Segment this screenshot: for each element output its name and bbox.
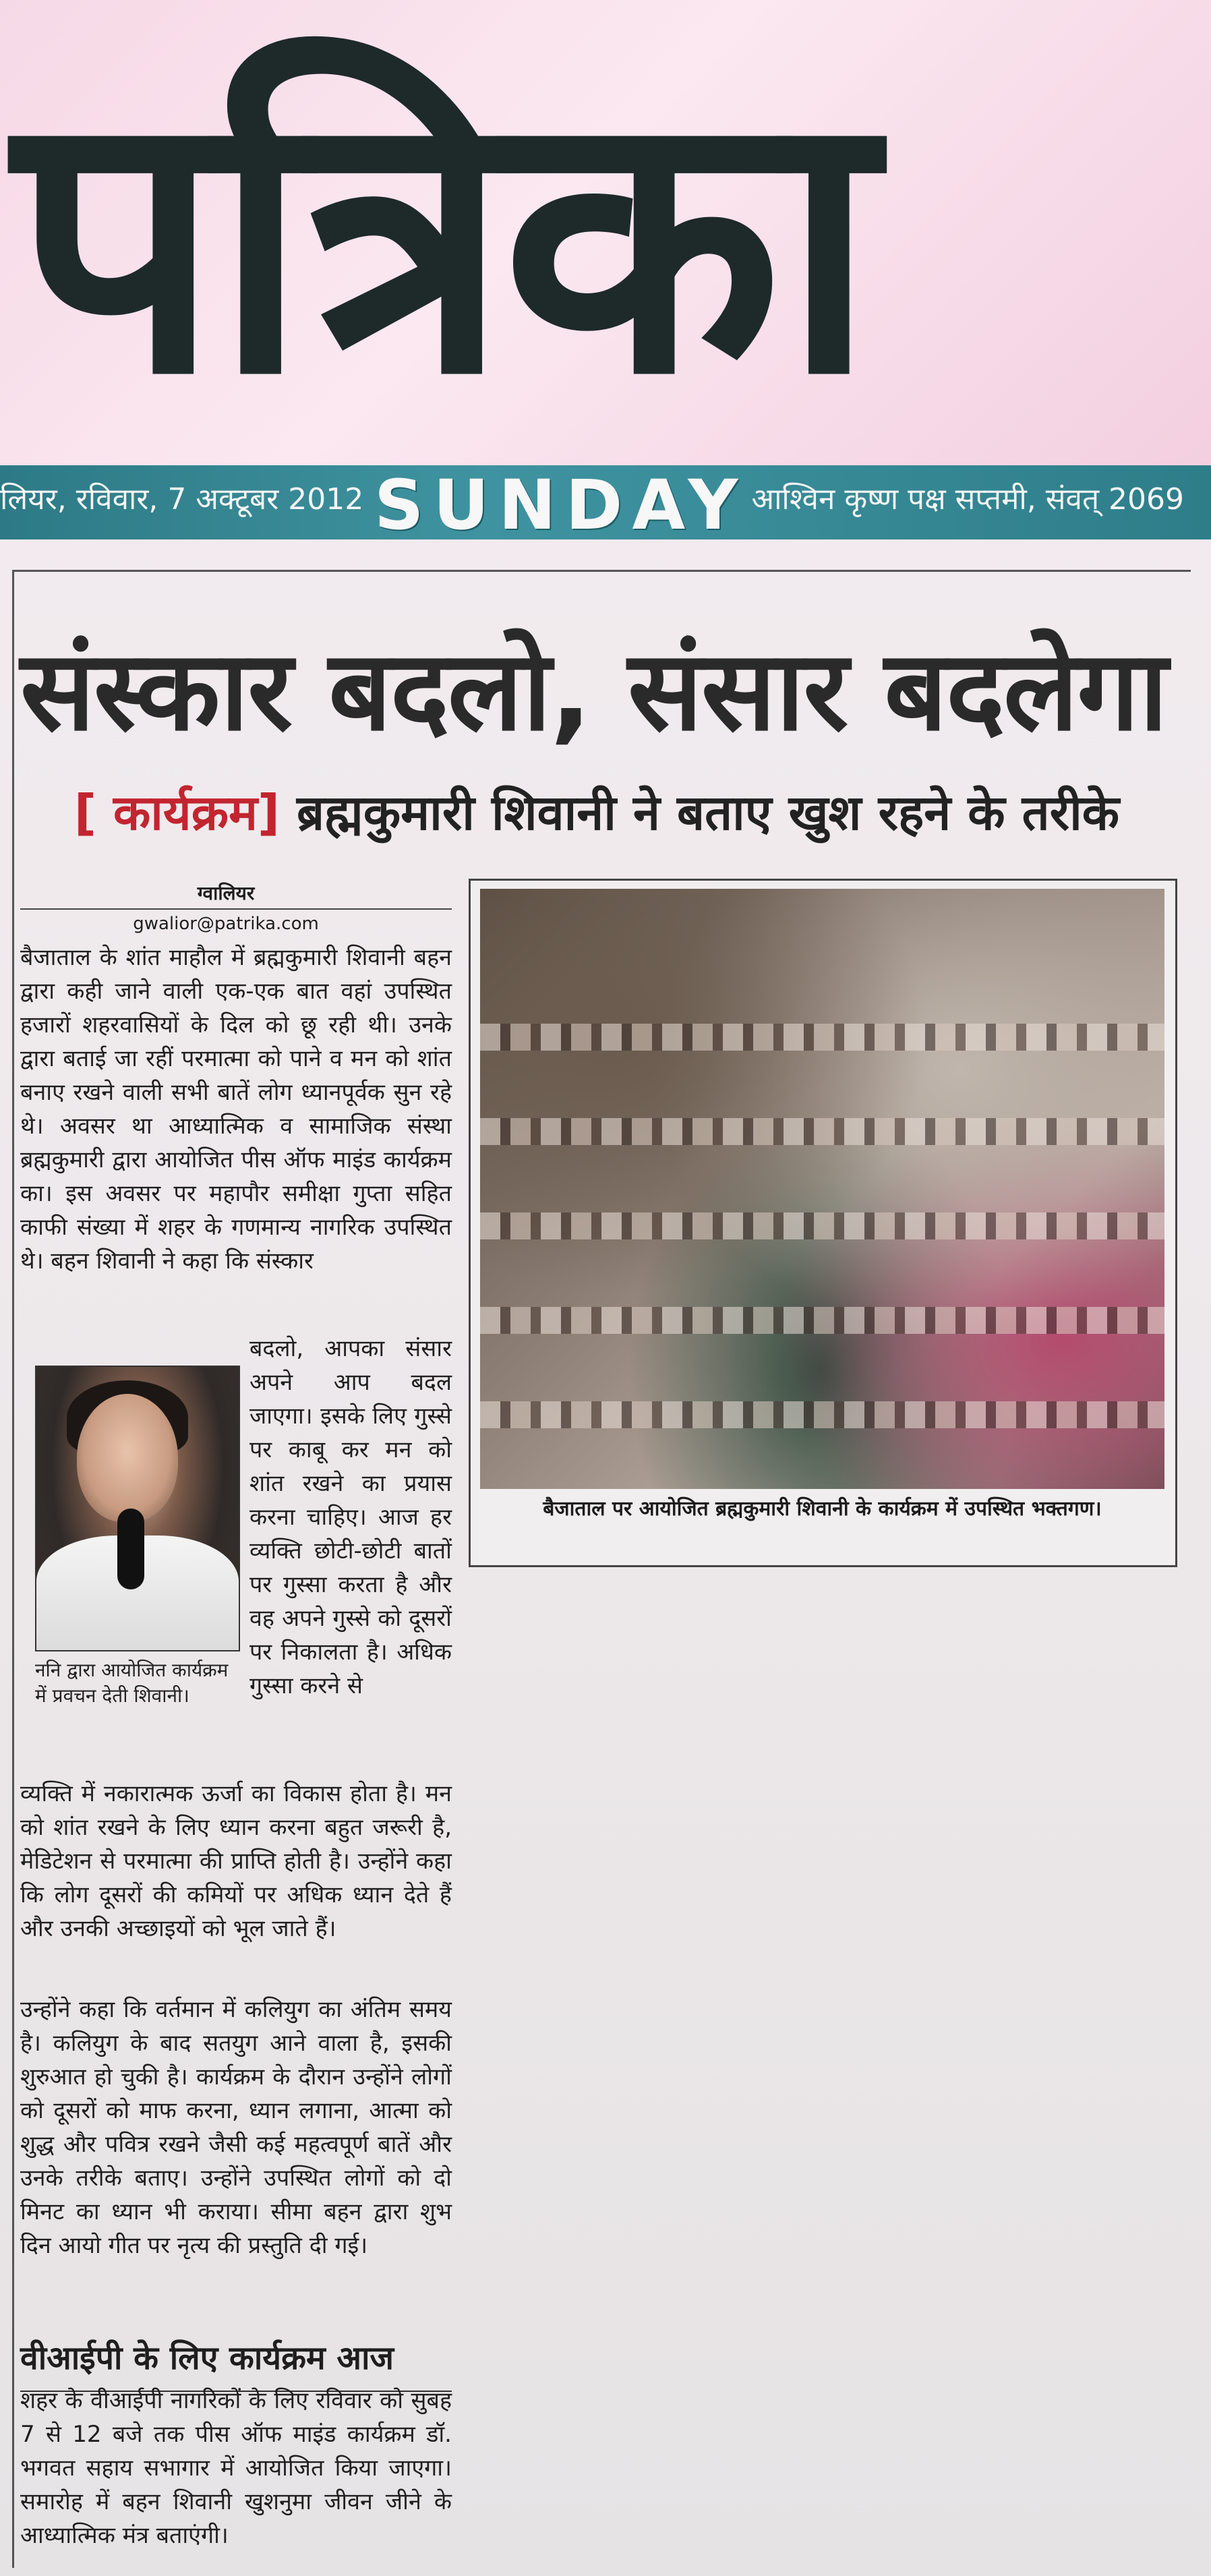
subheadline: [ कार्यक्रम] ब्रह्मकुमारी शिवानी ने बताए खुश रहने के तरीके [74,784,1120,841]
masthead [0,0,1211,465]
microphone-icon [117,1509,144,1589]
date-right: आश्विन कृष्ण पक्ष सप्तमी, संवत् 2069 [751,482,1184,517]
main-photo-caption: बैजाताल पर आयोजित ब्रह्मकुमारी शिवानी के कार्यक्रम में उपस्थित भक्तगण। [543,1497,1102,1521]
subsection-title: वीआईपी के लिए कार्यक्रम आज [20,2339,394,2377]
edition-label: SUNDAY [374,465,748,546]
subhead-text: ब्रह्मकुमारी शिवानी ने बताए खुश रहने के तरीके [297,784,1120,841]
speaker-photo [35,1366,240,1651]
paragraph-4: उन्होंने कहा कि वर्तमान में कलियुग का अंतिम समय है। कलियुग के बाद सतयुग आने वाला है, इसकी शुरुआत हो चुकी है। कार्यक्रम के दौरान उन्होंने लोगों को दूसरों को माफ करना, ध्यान लगाना, आत्मा को शुद्ध और पवित्र रखने जैसी कई महत्वपूर्ण बातें और उनके तरीके बताए। उन्होंने उपस्थित लोगों को दो मिनट का ध्यान भी कराया। सीमा बहन द्वारा शुभ दिन आयो गीत पर नृत्य की प्रस्तुति दी गई। [20,1996,452,2259]
divider [20,908,452,910]
dateline: ग्वालियर [197,882,255,904]
paragraph-1: बैजाताल के शांत माहौल में ब्रह्मकुमारी शिवानी बहन द्वारा कही जाने वाली एक-एक बात वहां उपस्थित हजारों शहरवासियों के दिल को छू रही थी। उनके द्वारा बताई जा रहीं परमात्मा को पाने व मन को शांत बनाए रखने वाली सभी बातें लोग ध्यानपूर्वक सुन रहे थे। अवसर था आध्यात्मिक व सामाजिक संस्था ब्रह्मकुमारी द्वारा आयोजित पीस ऑफ माइंड कार्यक्रम का। इस अवसर पर महापौर समीक्षा गुप्ता सहित काफी संख्या में शहर के गणमान्य नागरिक उपस्थित थे। बहन शिवानी ने कहा कि संस्कार [20,944,452,1275]
newspaper-title: पत्रिका [13,31,870,455]
speaker-photo-caption: ननि द्वारा आयोजित कार्यक्रम में प्रवचन देती शिवानी। [35,1659,229,1707]
date-bar [0,465,1211,546]
audience-photo [480,889,1164,1489]
headline: संस्कार बदलो, संसार बदलेगा [20,626,1167,755]
paragraph-5: शहर के वीआईपी नागरिकों के लिए रविवार को सुबह 7 से 12 बजे तक पीस ऑफ माइंड कार्यक्रम डॉ. भगवत सहाय सभागार में आयोजित किया जाएगा। समारोह में बहन शिवानी खुशनुमा जीवन जीने के आध्यात्मिक मंत्र बताएंगी। [20,2387,452,2549]
date-left: लियर, रविवार, 7 अक्टूबर 2012 [0,482,364,517]
category-tag: कार्यक्रम [113,784,258,841]
paragraph-3: व्यक्ति में नकारात्मक ऊर्जा का विकास होता है। मन को शांत रखने के लिए ध्यान करना बहुत जरूरी है, मेडिटेशन से परमात्मा की प्राप्ति होती है। उन्होंने कहा कि लोग दूसरों की कमियों पर अधिक ध्यान देते हैं और उनकी अच्छाइयों को भूल जाते हैं। [20,1780,452,1942]
bleed-through-area [472,1632,1146,2374]
email-credit: gwalior@patrika.com [133,914,319,934]
paragraph-2: बदलो, आपका संसार अपने आप बदल जाएगा। इसके लिए गुस्से पर काबू कर मन को शांत रखने का प्रयास करना चाहिए। आज हर व्यक्ति छोटी-छोटी बातों पर गुस्सा करता है और वह अपने गुस्से को दूसरों पर निकालता है। अधिक गुस्सा करने से [249,1335,452,1699]
